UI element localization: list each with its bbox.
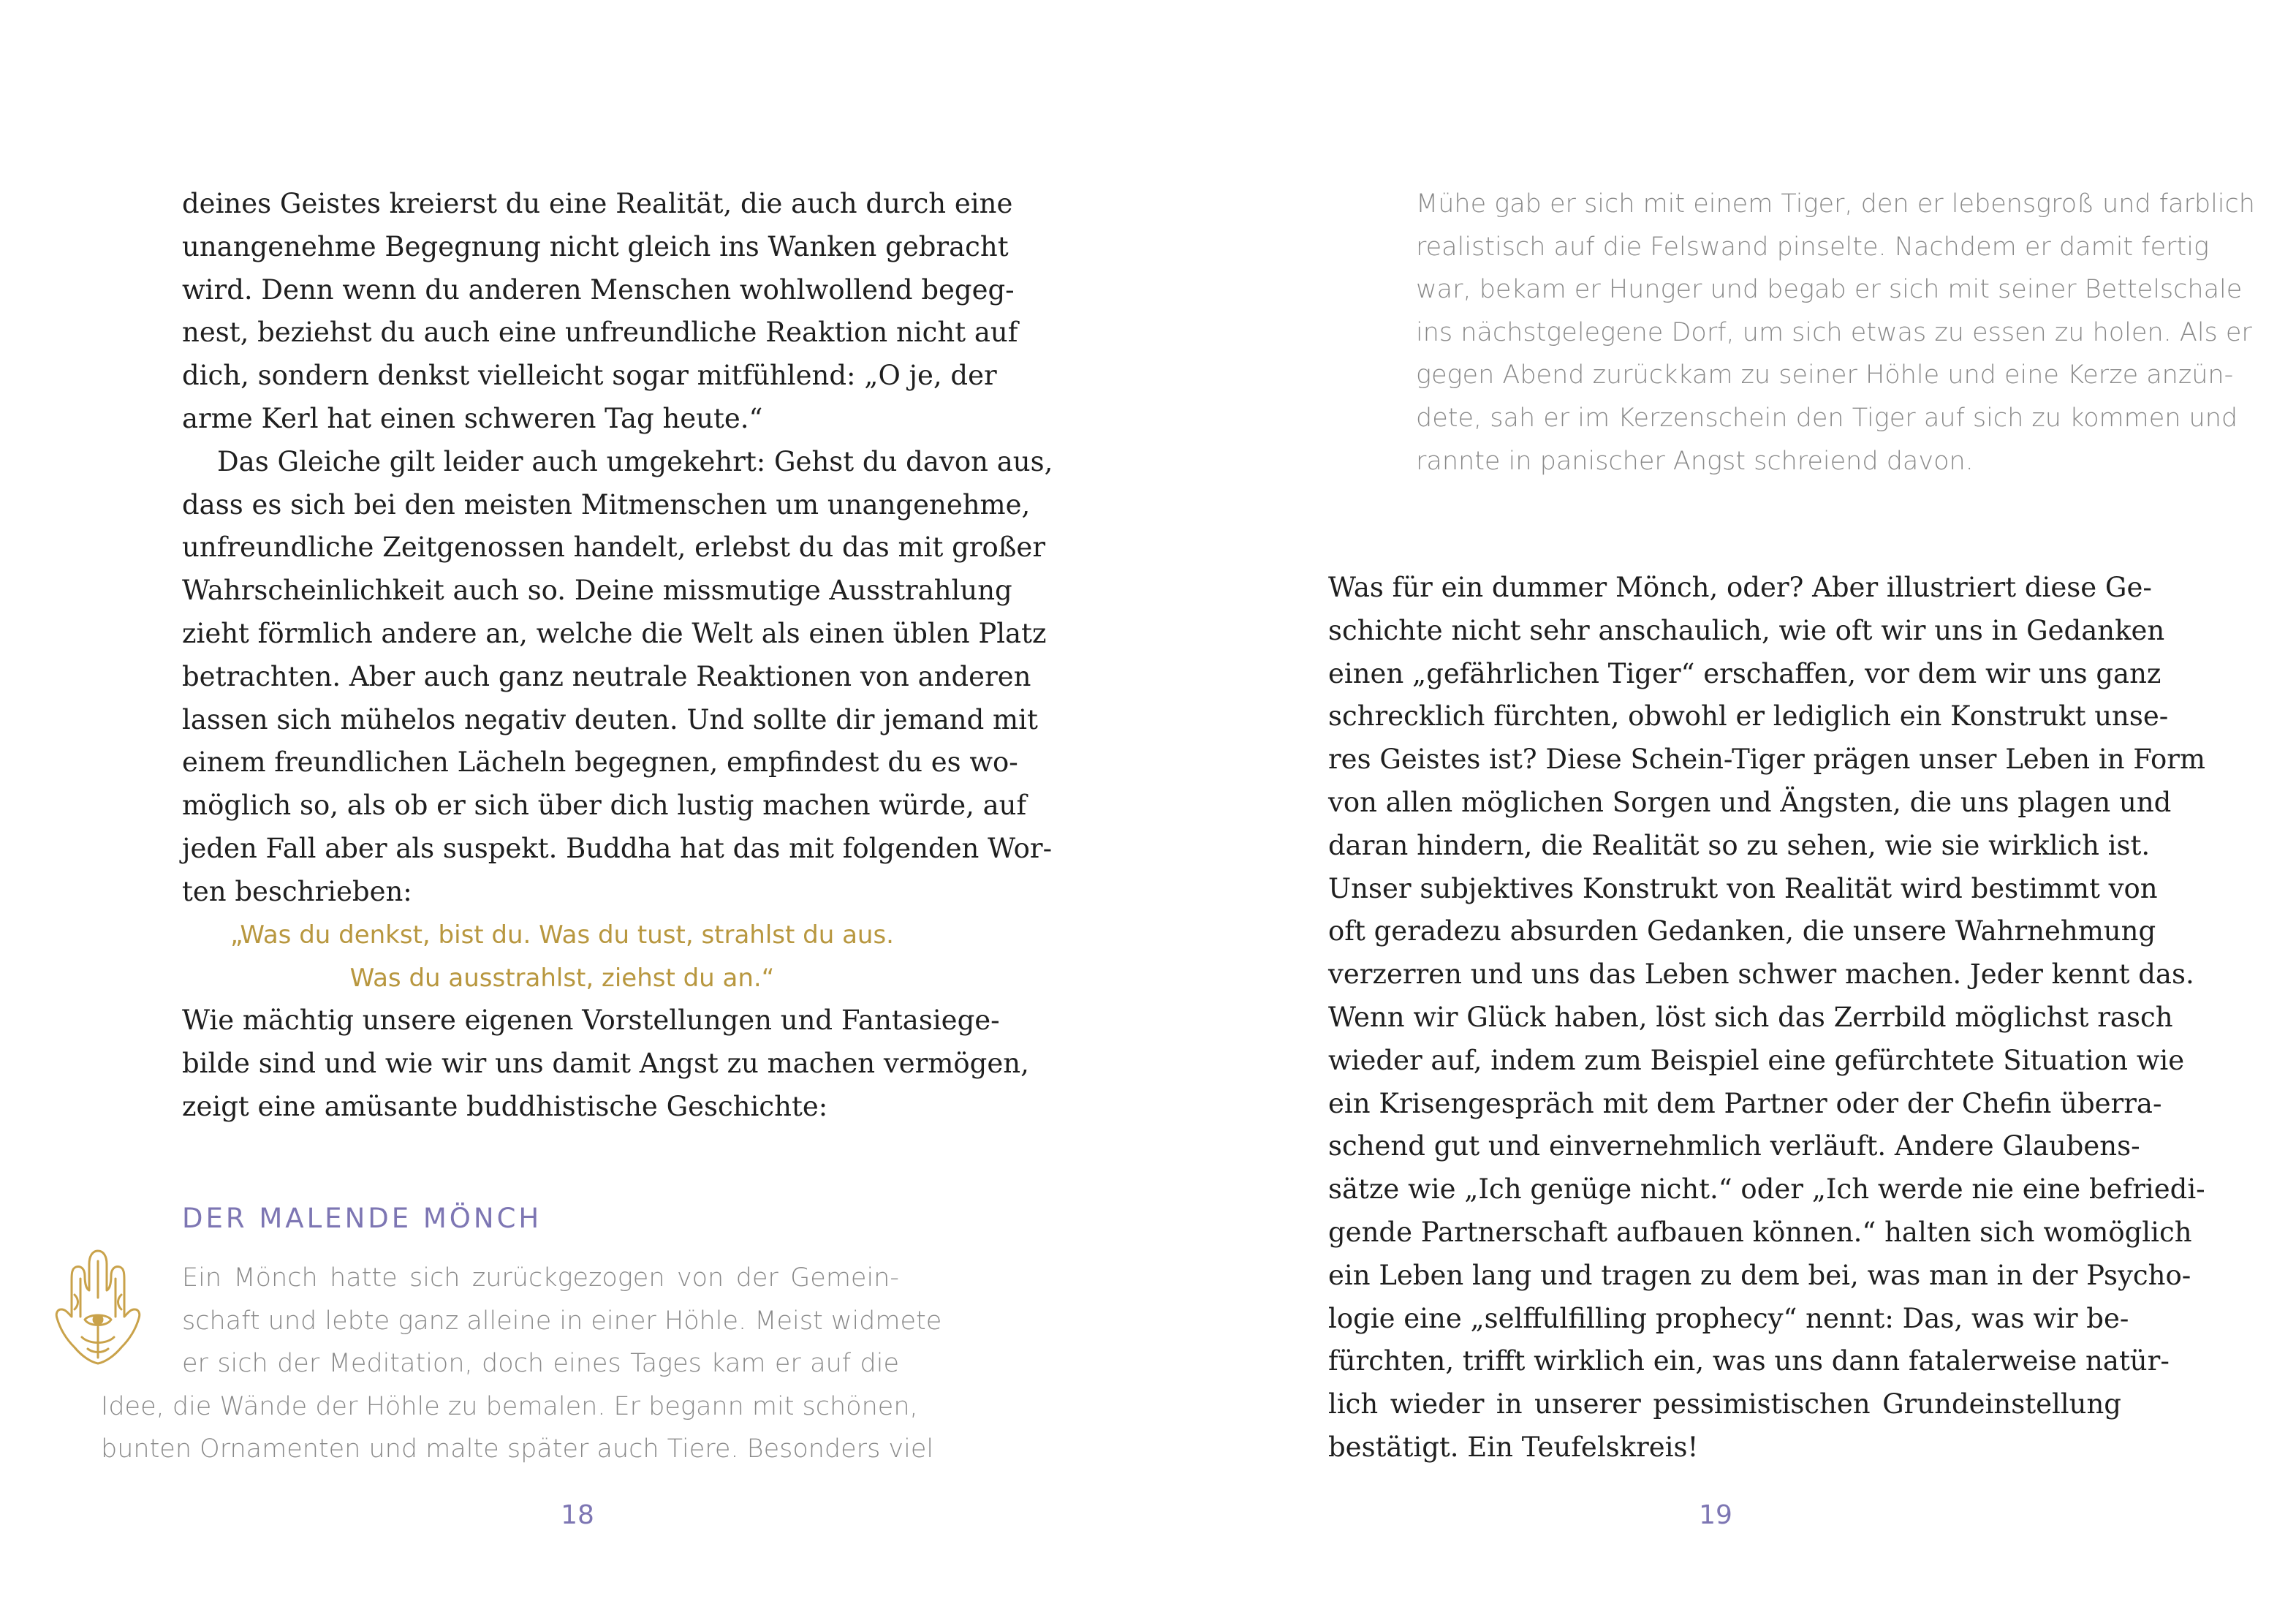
text-line: lich wieder in unserer pessimistischen Grundeinstellung	[1328, 1388, 2121, 1420]
text-line: fürchten, trifft wirklich ein, was uns dann fatalerweise natür-	[1328, 1345, 2170, 1377]
left-after-quote-text	[182, 999, 1029, 1128]
text-line: zieht förmlich andere an, welche die Welt als einen üblen Platz	[182, 617, 1047, 649]
text-line: möglich so, als ob er sich über dich lustig machen würde, auf	[182, 790, 1027, 822]
text-line: schichte nicht sehr anschaulich, wie oft wir uns in Gedanken	[1328, 614, 2165, 646]
story-line: realistisch auf die Felswand pinselte. Nachdem er damit fertig	[1416, 232, 2209, 262]
text-line: wieder auf, indem zum Beispiel eine gefürchtete Situation wie	[1328, 1044, 2185, 1076]
story-line: Ein Mönch hatte sich zurückgezogen von der Gemein-	[182, 1263, 899, 1293]
text-line: sätze wie „Ich genüge nicht.“ oder „Ich werde nie eine befriedi-	[1328, 1173, 2205, 1206]
text-line: Wahrscheinlichkeit auch so. Deine missmutige Ausstrahlung	[182, 575, 1012, 607]
right-page	[1148, 0, 2296, 1623]
text-line: unangenehme Begegnung nicht gleich ins Wanken gebracht	[182, 230, 1009, 262]
text-line: ten beschrieben:	[182, 875, 412, 907]
text-line: res Geistes ist? Diese Schein-Tiger prägen unser Leben in Form	[1328, 744, 2205, 776]
text-line: Das Gleiche gilt leider auch umgekehrt: Gehst du davon aus,	[217, 445, 1053, 477]
text-line: Unser subjektives Konstrukt von Realität wird bestimmt von	[1328, 872, 2158, 904]
text-line: gende Partnerschaft aufbauen können.“ halten sich womöglich	[1328, 1216, 2192, 1248]
story-line: rannte in panischer Angst schreiend davon.	[1416, 446, 1974, 476]
story-line: gegen Abend zurückkam zu seiner Höhle und eine Kerze anzün-	[1416, 360, 2234, 390]
text-line: dich, sondern denkst vielleicht sogar mitfühlend: „O je, der	[182, 360, 997, 392]
story-line: er sich der Meditation, doch eines Tages kam er auf die	[182, 1349, 899, 1379]
text-line: jeden Fall aber als suspekt. Buddha hat das mit folgenden Wor-	[182, 832, 1053, 864]
text-line: unfreundliche Zeitgenossen handelt, erlebst du das mit großer	[182, 531, 1046, 564]
page-number-right: 19	[1699, 1500, 1732, 1530]
right-body-text	[1328, 567, 2205, 1469]
text-line: nest, beziehst du auch eine unfreundliche Reaktion nicht auf	[182, 317, 1018, 349]
text-line: logie eine „selffulfilling prophecy“ nennt: Das, was wir be-	[1328, 1302, 2129, 1334]
text-line: daran hindern, die Realität so zu sehen, wie sie wirklich ist.	[1328, 829, 2151, 861]
buddha-quote	[182, 914, 942, 1000]
text-line: ein Krisengespräch mit dem Partner oder der Chefin überra-	[1328, 1087, 2162, 1119]
left-body-text	[182, 183, 1053, 914]
text-line: Was für ein dummer Mönch, oder? Aber illustriert diese Ge-	[1328, 572, 2152, 603]
text-line: arme Kerl hat einen schweren Tag heute.“	[182, 402, 763, 434]
text-line: zeigt eine amüsante buddhistische Geschichte:	[182, 1090, 828, 1122]
text-line: ein Leben lang und tragen zu dem bei, was man in der Psycho-	[1328, 1259, 2191, 1291]
page-number-left: 18	[561, 1500, 594, 1530]
text-line: schend gut und einvernehmlich verläuft. Andere Glaubens-	[1328, 1130, 2140, 1162]
quote-line: Was du ausstrahlst, ziehst du an.“	[349, 963, 775, 993]
quote-line: „Was du denkst, bist du. Was du tust, strahlst du aus.	[230, 920, 894, 950]
story-line: Mühe gab er sich mit einem Tiger, den er lebensgroß und farblich	[1416, 189, 2255, 219]
text-line: lassen sich mühelos negativ deuten. Und sollte dir jemand mit	[182, 703, 1038, 735]
text-line: Wenn wir Glück haben, löst sich das Zerrbild möglichst rasch	[1328, 1001, 2173, 1033]
text-line: betrachten. Aber auch ganz neutrale Reaktionen von anderen	[182, 660, 1031, 692]
text-line: wird. Denn wenn du anderen Menschen wohlwollend begeg-	[182, 273, 1015, 306]
text-line: schrecklich fürchten, obwohl er lediglich ein Konstrukt unse-	[1328, 700, 2169, 733]
text-line: bilde sind und wie wir uns damit Angst zu machen vermögen,	[182, 1047, 1029, 1079]
story-line: Idee, die Wände der Höhle zu bemalen. Er begann mit schönen,	[101, 1391, 918, 1421]
text-line: Wie mächtig unsere eigenen Vorstellungen und Fantasiege-	[182, 1005, 1000, 1036]
story-line: war, bekam er Hunger und begab er sich mit seiner Bettelschale	[1416, 275, 2243, 305]
text-line: von allen möglichen Sorgen und Ängsten, die uns plagen und	[1328, 786, 2172, 818]
text-line: einen „gefährlichen Tiger“ erschaffen, vor dem wir uns ganz	[1328, 657, 2162, 689]
text-line: einem freundlichen Lächeln begegnen, empfindest du es wo-	[182, 746, 1018, 779]
text-line: verzerren und uns das Leben schwer machen. Jeder kennt das.	[1328, 958, 2194, 991]
story-line: dete, sah er im Kerzenschein den Tiger auf sich zu kommen und	[1416, 403, 2238, 433]
text-line: bestätigt. Ein Teufelskreis!	[1328, 1431, 1699, 1463]
story-text-right	[1416, 183, 2255, 483]
text-line: oft geradezu absurden Gedanken, die unsere Wahrnehmung	[1328, 915, 2156, 947]
story-line: ins nächstgelegene Dorf, um sich etwas zu essen zu holen. Als er	[1416, 317, 2252, 347]
text-line: dass es sich bei den meisten Mitmenschen um unangenehme,	[182, 488, 1031, 521]
story-text-left	[101, 1257, 942, 1471]
story-line: bunten Ornamenten und malte später auch Tiere. Besonders viel	[101, 1434, 934, 1464]
story-heading: DER MALENDE MÖNCH	[182, 1203, 542, 1234]
text-line: deines Geistes kreierst du eine Realität, die auch durch eine	[182, 188, 1013, 219]
story-line: schaft und lebte ganz alleine in einer Höhle. Meist widmete	[182, 1306, 942, 1336]
